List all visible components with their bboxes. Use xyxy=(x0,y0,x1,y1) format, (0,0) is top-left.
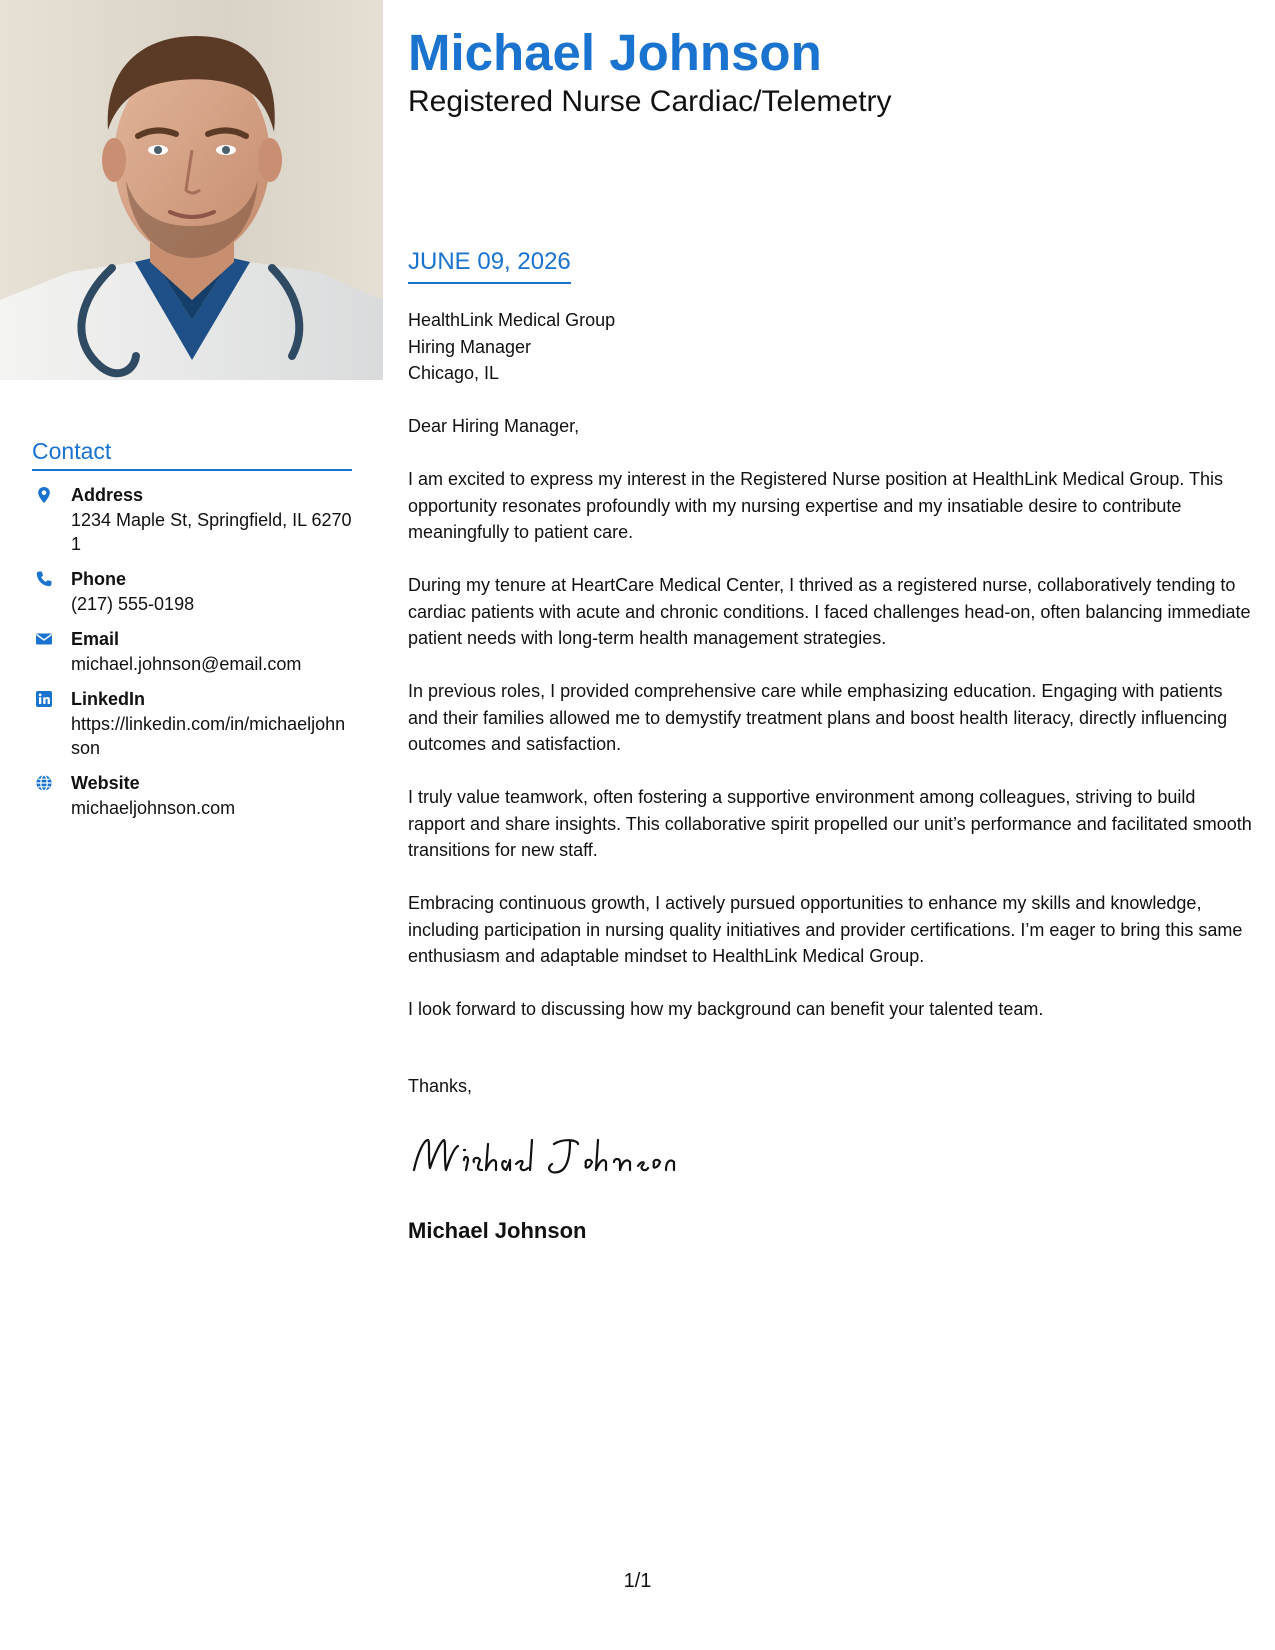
address-label: Address xyxy=(71,485,144,505)
globe-icon xyxy=(35,774,53,792)
closing: Thanks, xyxy=(408,1076,473,1096)
contact-heading: Contact xyxy=(32,436,352,471)
body-paragraph: I truly value teamwork, often fostering a supportive environment among colleagues, striving to build rapport and share insights. This collaborative spirit propelled our unit’s performance and facilitated smooth transitions for new staff. xyxy=(408,787,1252,860)
address-value: 1234 Maple St, Springfield, IL 62701 xyxy=(71,510,352,554)
body-paragraph: During my tenure at HeartCare Medical Center, I thrived as a registered nurse, collaboratively tending to cardiac patients with acute and chronic conditions. I faced challenges head-on, often balancing immediate patient needs with long-term health management strategies. xyxy=(408,575,1251,648)
linkedin-icon xyxy=(35,690,53,708)
linkedin-label: LinkedIn xyxy=(71,689,146,709)
letter-body xyxy=(408,466,1253,1049)
contact-item-phone xyxy=(32,567,352,616)
letter-date: JUNE 09, 2026 xyxy=(408,246,571,284)
job-title: Registered Nurse Cardiac/Telemetry xyxy=(408,85,892,118)
email-label: Email xyxy=(71,629,120,649)
contact-item-email xyxy=(32,627,352,676)
email-value[interactable]: michael.johnson@email.com xyxy=(71,654,302,674)
recipient-company: HealthLink Medical Group xyxy=(408,310,616,330)
recipient-block xyxy=(408,307,1248,387)
contact-item-address xyxy=(32,483,352,556)
body-paragraph: I look forward to discussing how my background can benefit your talented team. xyxy=(408,999,1044,1019)
contact-item-website xyxy=(32,771,352,820)
body-paragraph: I am excited to express my interest in the Registered Nurse position at HealthLink Medical Group. This opportunity resonates profoundly with my nursing expertise and my insatiable desire to contribute meaningfully to patient care. xyxy=(408,469,1224,542)
signer-name: Michael Johnson xyxy=(408,1218,587,1243)
profile-photo xyxy=(0,0,383,380)
salutation: Dear Hiring Manager, xyxy=(408,416,580,436)
contact-item-linkedin xyxy=(32,687,352,760)
linkedin-value[interactable]: https://linkedin.com/in/michaeljohnson xyxy=(71,714,346,758)
phone-icon xyxy=(35,570,53,588)
applicant-name: Michael Johnson xyxy=(408,24,822,81)
phone-value[interactable]: (217) 555-0198 xyxy=(71,594,195,614)
body-paragraph: Embracing continuous growth, I actively pursued opportunities to enhance my skills and knowledge, including participation in nursing quality initiatives and provider certifications. I’m eager to bring this same enthusiasm and adaptable mindset to HealthLink Medical Group. xyxy=(408,893,1243,966)
contact-section xyxy=(32,436,352,831)
website-value[interactable]: michaeljohnson.com xyxy=(71,798,236,818)
website-label: Website xyxy=(71,773,140,793)
handwritten-signature xyxy=(408,1130,678,1182)
page-number: 1/1 xyxy=(623,1570,652,1592)
recipient-location: Chicago, IL xyxy=(408,363,500,383)
phone-label: Phone xyxy=(71,569,127,589)
envelope-icon xyxy=(35,630,53,648)
recipient-role: Hiring Manager xyxy=(408,336,532,357)
location-pin-icon xyxy=(35,486,53,504)
body-paragraph: In previous roles, I provided comprehensive care while emphasizing education. Engaging with patients and their families allowed me to demystify treatment plans and boost health literacy, directly influencing outcomes and satisfaction. xyxy=(408,681,1228,754)
